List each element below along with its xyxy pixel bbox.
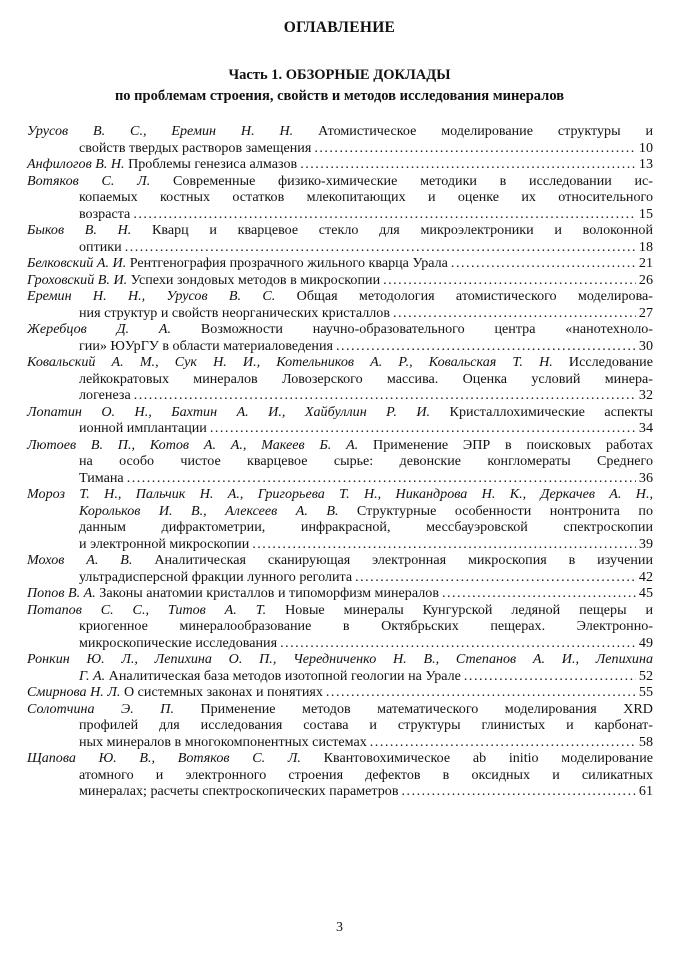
toc-title-text: профилей для исследования состава и структуры глинистых и карбонат- <box>79 717 653 733</box>
toc-title-text: оптики <box>79 238 122 255</box>
toc-entry <box>27 651 653 684</box>
toc-page-number: 55 <box>638 684 653 700</box>
toc-entry-line <box>27 651 653 668</box>
toc-page-number: 13 <box>638 156 653 172</box>
toc-authors: Вотяков С. Л. <box>27 172 151 189</box>
toc-entry <box>27 354 653 404</box>
toc-entry <box>27 486 653 552</box>
toc-title-text: атомного и электронного строения дефектов в оксидных и силикатных <box>79 766 653 783</box>
toc-entry-line <box>27 569 653 586</box>
toc-title-text: Структурные особенности нонтронита по <box>338 502 653 519</box>
toc-page-number: 30 <box>638 337 653 354</box>
toc-title-text: лейкократовых минералов Ловозерского массива. Оценка условий минера- <box>79 370 653 387</box>
toc-title-text: свойств твердых растворов замещения <box>79 139 312 156</box>
toc-page-number: 42 <box>638 568 653 585</box>
toc-entry-line <box>27 387 653 404</box>
toc-entry <box>27 602 653 652</box>
toc-entry-line <box>27 585 653 602</box>
dot-leader <box>210 420 636 437</box>
toc-title-text: микроскопические исследования <box>79 634 278 651</box>
dot-leader <box>451 255 636 272</box>
toc-entry-line <box>27 173 653 190</box>
toc-page-number: 58 <box>638 733 653 750</box>
toc-title-text: логенеза <box>79 387 131 403</box>
toc-page-number: 32 <box>638 387 653 403</box>
toc-entry-line <box>27 305 653 322</box>
toc-entry <box>27 272 653 289</box>
toc-page-number: 36 <box>638 469 653 486</box>
toc-title-text: ионной имплантации <box>79 420 207 436</box>
toc-authors: Урусов В. С., Еремин Н. Н. <box>27 123 294 139</box>
toc-entry-line <box>27 486 653 503</box>
toc-entry-line <box>27 338 653 355</box>
toc-entry-line <box>27 123 653 140</box>
toc-title-text: Кварц и кварцевое стекло для микроэлектроники и волоконной <box>131 222 653 238</box>
dot-leader <box>326 684 636 701</box>
toc-title-text: Аналитическая сканирующая электронная микроскопия в изучении <box>132 552 653 568</box>
dot-leader <box>134 387 636 404</box>
toc-authors: Г. А. <box>79 667 106 684</box>
toc-entry-line <box>27 321 653 338</box>
toc-authors: Анфилогов В. Н. <box>27 156 125 172</box>
dot-leader <box>125 239 636 256</box>
toc-title-text: Применение ЭПР в поисковых работах <box>358 436 653 453</box>
toc-title-text: копаемых костных остатков млекопитающих и оценке их относительного <box>79 189 653 205</box>
toc-authors: Жеребцов Д. А. <box>27 321 172 337</box>
page-number: 3 <box>336 920 343 935</box>
toc-entry <box>27 173 653 223</box>
dot-leader <box>314 140 636 157</box>
toc-entry <box>27 288 653 321</box>
toc-authors: Попов В. А. <box>27 585 96 601</box>
toc-entry <box>27 701 653 751</box>
toc-authors: Ковальский А. М., Сук Н. И., Котельников А. Р., Ковальская Т. Н. <box>27 354 553 370</box>
toc-page-number: 21 <box>638 255 653 271</box>
toc-entry-line <box>27 206 653 223</box>
toc-title-text: криогенное минералообразование в Октябрьских пещерах. Электронно- <box>79 618 653 634</box>
toc-title-text: Успехи зондовых методов в микроскопии <box>127 271 381 288</box>
toc-title-text: Тимана <box>79 469 124 486</box>
toc-entry <box>27 321 653 354</box>
toc-title-text: минералах; расчеты спектроскопических параметров <box>79 783 399 799</box>
toc-entry-line <box>27 371 653 388</box>
toc-authors: Еремин Н. Н., Урусов В. С. <box>27 288 276 304</box>
part-title: Часть 1. ОБЗОРНЫЕ ДОКЛАДЫ <box>228 67 451 83</box>
toc-entry <box>27 437 653 487</box>
dot-leader <box>464 668 636 685</box>
toc-title-text: возраста <box>79 205 131 222</box>
dot-leader <box>252 536 636 553</box>
toc-entry-line <box>27 272 653 289</box>
toc-entry-line <box>27 239 653 256</box>
toc-entry <box>27 585 653 602</box>
toc-authors: Потапов С. С., Титов А. Т. <box>27 601 267 618</box>
toc-entry-line <box>27 552 653 569</box>
toc-authors: Смирнова Н. Л. <box>27 684 121 700</box>
toc-authors: Гроховский В. И. <box>27 271 128 288</box>
toc-title-text: Атомистическое моделирование структуры и <box>293 123 653 139</box>
toc-title-text: Проблемы генезиса алмазов <box>124 156 298 172</box>
dot-leader <box>355 569 636 586</box>
toc-authors: Корольков И. В., Алексеев А. В. <box>79 502 339 519</box>
dot-leader <box>370 734 636 751</box>
toc-entry <box>27 123 653 156</box>
toc-title-text: Применение методов математического моделирования XRD <box>173 700 653 717</box>
toc-title-text: Квантовохимическое ab initio моделирование <box>300 750 653 766</box>
toc-entry-line <box>27 420 653 437</box>
toc-entry-line <box>27 602 653 619</box>
toc-title-text: Современные физико-химические методики в исследовании ис- <box>150 172 653 189</box>
toc-authors: Быков В. Н. <box>27 222 132 238</box>
toc-entry-line <box>27 156 653 173</box>
toc-page-number: 18 <box>638 238 653 255</box>
toc-title-text: ультрадисперсной фракции лунного реголита <box>79 568 353 585</box>
toc-entry <box>27 684 653 701</box>
table-of-contents <box>27 123 653 800</box>
toc-entry-line <box>27 635 653 652</box>
toc-title-text: Возможности научно-образовательного центра «нанотехноло- <box>171 321 653 337</box>
toc-authors: Лопатин О. Н., Бахтин А. И., Хайбуллин Р. И. <box>27 403 431 420</box>
toc-authors: Солотчина Э. П. <box>27 700 174 717</box>
dot-leader <box>442 585 636 602</box>
toc-page-number: 49 <box>638 634 653 651</box>
toc-heading: ОГЛАВЛЕНИЕ <box>283 19 396 36</box>
toc-entry-line <box>27 453 653 470</box>
toc-authors: Лютоев В. П., Котов А. А., Макеев Б. А. <box>27 436 359 453</box>
dot-leader <box>393 305 636 322</box>
toc-page-number: 26 <box>638 271 653 288</box>
toc-entry-line <box>27 767 653 784</box>
dot-leader <box>127 470 636 487</box>
toc-title-text: на особо чистое кварцевое сырье: девонские конгломераты Среднего <box>79 453 653 469</box>
toc-entry-line <box>27 189 653 206</box>
toc-entry-line <box>27 503 653 520</box>
toc-entry <box>27 255 653 272</box>
toc-entry <box>27 404 653 437</box>
toc-title-text: Исследование <box>552 354 653 370</box>
toc-entry-line <box>27 470 653 487</box>
toc-entry <box>27 750 653 800</box>
dot-leader <box>402 783 636 800</box>
toc-authors: Ронкин Ю. Л., Лепихина О. П., Чередниченко Н. В., Степанов А. И., Лепихина <box>27 651 653 667</box>
toc-title-text: ных минералов в многокомпонентных системах <box>79 733 367 750</box>
toc-title-text: ния структур и свойств неорганических кристаллов <box>79 304 390 321</box>
toc-title-text: данным дифрактометрии, инфракрасной, мессбауэровской спектроскопии <box>79 519 653 535</box>
toc-entry-line <box>27 750 653 767</box>
toc-authors: Мохов А. В. <box>27 552 133 568</box>
toc-entry-line <box>27 684 653 701</box>
toc-entry-line <box>27 618 653 635</box>
toc-title-text: Новые минералы Кунгурской ледяной пещеры и <box>266 601 653 618</box>
toc-page-number: 27 <box>638 304 653 321</box>
dot-leader <box>383 272 636 289</box>
toc-entry-line <box>27 717 653 734</box>
toc-page-number: 61 <box>638 783 653 799</box>
toc-entry-line <box>27 783 653 800</box>
toc-title-text: и электронной микроскопии <box>79 535 250 552</box>
toc-page-number: 34 <box>638 420 653 436</box>
toc-entry <box>27 156 653 173</box>
toc-entry-line <box>27 354 653 371</box>
toc-entry-line <box>27 140 653 157</box>
toc-authors: Белковский А. И. <box>27 255 127 271</box>
toc-entry-line <box>27 734 653 751</box>
toc-page-number: 39 <box>638 535 653 552</box>
toc-authors: Щапова Ю. В., Вотяков С. Л. <box>27 750 301 766</box>
toc-entry-line <box>27 519 653 536</box>
toc-title-text: Общая методология атомистического моделирова- <box>275 288 653 304</box>
toc-title-text: Кристаллохимические аспекты <box>430 403 653 420</box>
toc-title-text: гии» ЮУрГУ в области материаловедения <box>79 337 333 354</box>
toc-title-text: Аналитическая база методов изотопной геологии на Урале <box>105 667 461 684</box>
dot-leader <box>336 338 636 355</box>
toc-entry-line <box>27 255 653 272</box>
toc-authors: Мороз Т. Н., Пальчик Н. А., Григорьева Т. Н., Никандрова Н. К., Деркачев А. Н., <box>27 486 653 502</box>
toc-entry-line <box>27 701 653 718</box>
toc-entry-line <box>27 668 653 685</box>
toc-page-number: 52 <box>638 667 653 684</box>
dot-leader <box>133 206 636 223</box>
toc-page-number: 45 <box>638 585 653 601</box>
toc-title-text: Рентгенография прозрачного жильного кварца Урала <box>126 255 448 271</box>
toc-title-text: О системных законах и понятиях <box>120 684 323 700</box>
toc-page-number: 10 <box>638 139 653 156</box>
toc-entry <box>27 552 653 585</box>
toc-entry-line <box>27 437 653 454</box>
toc-entry-line <box>27 536 653 553</box>
toc-title-text: Законы анатомии кристаллов и типоморфизм минералов <box>95 585 439 601</box>
part-subtitle: по проблемам строения, свойств и методов исследования минералов <box>114 88 565 104</box>
toc-entry-line <box>27 404 653 421</box>
toc-entry-line <box>27 222 653 239</box>
dot-leader <box>300 156 636 173</box>
toc-entry <box>27 222 653 255</box>
toc-page-number: 15 <box>638 205 653 222</box>
dot-leader <box>280 635 636 652</box>
toc-entry-line <box>27 288 653 305</box>
